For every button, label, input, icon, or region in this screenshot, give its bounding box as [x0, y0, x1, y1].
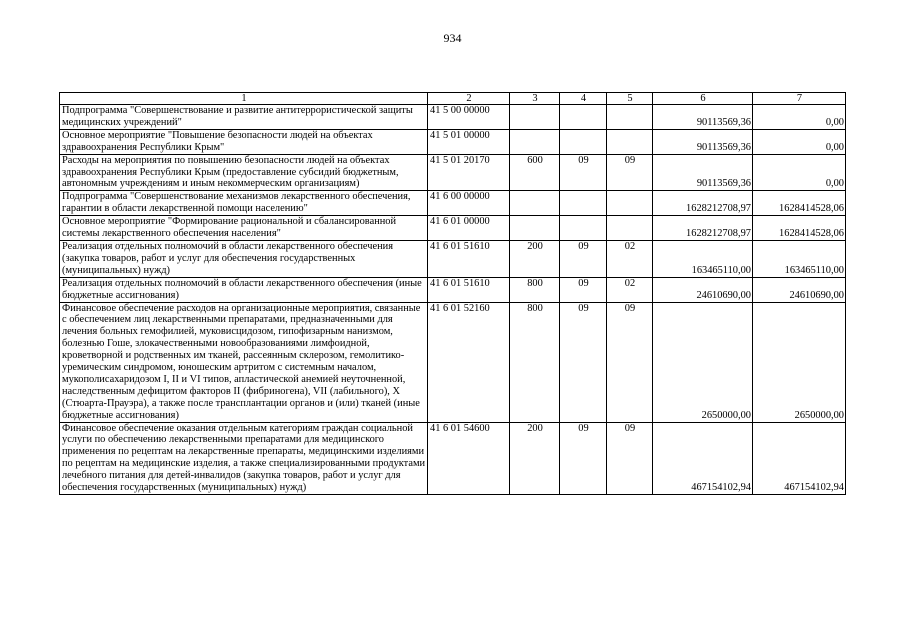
row-name-cell: Финансовое обеспечение оказания отдельным категориям граждан социальной услуги по обеспечению лекарственными препаратами для медицинского применения по рецептам на лекарственные препараты, медицинскими изделиями по рецептам на медицинские изделия, а также специализированными продуктами лечебного питания для детей-инвалидов (закупка товаров, работ и услуг для обеспечения государственных (муниципальных) нужд): [60, 422, 428, 494]
row-code-cell: 41 5 01 20170: [428, 154, 510, 191]
row-col4-cell: [560, 129, 607, 154]
row-col5-cell: 09: [607, 422, 653, 494]
row-amount-6-cell: 1628212708,97: [653, 216, 753, 241]
header-cell: 4: [560, 93, 607, 105]
row-name-cell: Подпрограмма "Совершенствование и развитие антитеррористической защиты медицинских учреждений": [60, 105, 428, 130]
budget-table: [59, 92, 846, 495]
row-amount-7-cell: 24610690,00: [753, 277, 846, 302]
row-col5-cell: 09: [607, 302, 653, 422]
row-col5-cell: [607, 191, 653, 216]
header-cell: 7: [753, 93, 846, 105]
row-col4-cell: [560, 105, 607, 130]
row-amount-6-cell: 90113569,36: [653, 154, 753, 191]
row-col5-cell: [607, 216, 653, 241]
row-name-cell: Реализация отдельных полномочий в области лекарственного обеспечения (закупка товаров, работ и услуг для обеспечения государственных (муниципальных) нужд): [60, 240, 428, 277]
row-amount-7-cell: 1628414528,06: [753, 216, 846, 241]
row-col4-cell: 09: [560, 277, 607, 302]
row-col5-cell: 09: [607, 154, 653, 191]
row-amount-6-cell: 90113569,36: [653, 105, 753, 130]
row-col5-cell: 02: [607, 240, 653, 277]
row-amount-6-cell: 467154102,94: [653, 422, 753, 494]
row-amount-7-cell: 0,00: [753, 129, 846, 154]
header-cell: 3: [510, 93, 560, 105]
table-row: [60, 191, 846, 216]
row-code-cell: 41 6 01 52160: [428, 302, 510, 422]
header-cell: 6: [653, 93, 753, 105]
row-col4-cell: 09: [560, 422, 607, 494]
header-cell: 5: [607, 93, 653, 105]
row-name-cell: Расходы на мероприятия по повышению безопасности людей на объектах здравоохранения Республики Крым (предоставление субсидий бюджетным, автономным учреждениям и иным некоммерческим организациям): [60, 154, 428, 191]
row-col5-cell: 02: [607, 277, 653, 302]
table-row: [60, 105, 846, 130]
row-code-cell: 41 6 01 51610: [428, 277, 510, 302]
row-col3-cell: [510, 191, 560, 216]
row-col5-cell: [607, 105, 653, 130]
table-row: [60, 302, 846, 422]
row-code-cell: 41 5 01 00000: [428, 129, 510, 154]
row-col3-cell: 800: [510, 277, 560, 302]
row-name-cell: Финансовое обеспечение расходов на организационные мероприятия, связанные с обеспечением лиц лекарственными препаратами, предназначенными для лечения больных гемофилией, муковисцидозом, гипофизарным нанизмом, болезнью Гоше, злокачественными новообразованиями лимфоидной, кроветворной и родственных им тканей, рассеянным склерозом, гемолитико-уремическим синдромом, юношеским артритом с системным началом, мукополисахаридозом I, II и VI типов, апластической анемией неуточненной, наследственным дефицитом факторов II (фибриногена), VII (лабильного), X (Стюарта-Прауэра), а также после трансплантации органов и (или) тканей (иные бюджетные ассигнования): [60, 302, 428, 422]
table-row: [60, 422, 846, 494]
row-col3-cell: 200: [510, 422, 560, 494]
row-col3-cell: [510, 129, 560, 154]
row-col5-cell: [607, 129, 653, 154]
row-col3-cell: 800: [510, 302, 560, 422]
row-amount-7-cell: 0,00: [753, 154, 846, 191]
row-amount-7-cell: 2650000,00: [753, 302, 846, 422]
table-row: [60, 240, 846, 277]
row-name-cell: Реализация отдельных полномочий в области лекарственного обеспечения (иные бюджетные ассигнования): [60, 277, 428, 302]
header-cell: 1: [60, 93, 428, 105]
row-col4-cell: 09: [560, 240, 607, 277]
row-name-cell: Подпрограмма "Совершенствование механизмов лекарственного обеспечения, гарантии в области лекарственной помощи населению": [60, 191, 428, 216]
table-row: [60, 154, 846, 191]
row-col4-cell: 09: [560, 302, 607, 422]
table-header-row: [60, 93, 846, 105]
row-col3-cell: [510, 105, 560, 130]
row-amount-7-cell: 1628414528,06: [753, 191, 846, 216]
row-amount-7-cell: 0,00: [753, 105, 846, 130]
row-name-cell: Основное мероприятие "Повышение безопасности людей на объектах здравоохранения Республики Крым": [60, 129, 428, 154]
row-amount-6-cell: 90113569,36: [653, 129, 753, 154]
row-col3-cell: [510, 216, 560, 241]
row-amount-7-cell: 163465110,00: [753, 240, 846, 277]
table-row: [60, 277, 846, 302]
row-amount-7-cell: 467154102,94: [753, 422, 846, 494]
table-row: [60, 216, 846, 241]
row-col3-cell: 200: [510, 240, 560, 277]
table-row: [60, 129, 846, 154]
row-amount-6-cell: 24610690,00: [653, 277, 753, 302]
row-col3-cell: 600: [510, 154, 560, 191]
row-name-cell: Основное мероприятие "Формирование рациональной и сбалансированной системы лекарственного обеспечения населения": [60, 216, 428, 241]
row-amount-6-cell: 1628212708,97: [653, 191, 753, 216]
row-code-cell: 41 5 00 00000: [428, 105, 510, 130]
row-code-cell: 41 6 01 51610: [428, 240, 510, 277]
header-cell: 2: [428, 93, 510, 105]
row-amount-6-cell: 163465110,00: [653, 240, 753, 277]
row-col4-cell: [560, 216, 607, 241]
row-col4-cell: 09: [560, 154, 607, 191]
row-code-cell: 41 6 01 54600: [428, 422, 510, 494]
row-col4-cell: [560, 191, 607, 216]
row-code-cell: 41 6 01 00000: [428, 216, 510, 241]
row-code-cell: 41 6 00 00000: [428, 191, 510, 216]
row-amount-6-cell: 2650000,00: [653, 302, 753, 422]
page-number: 934: [443, 31, 462, 45]
